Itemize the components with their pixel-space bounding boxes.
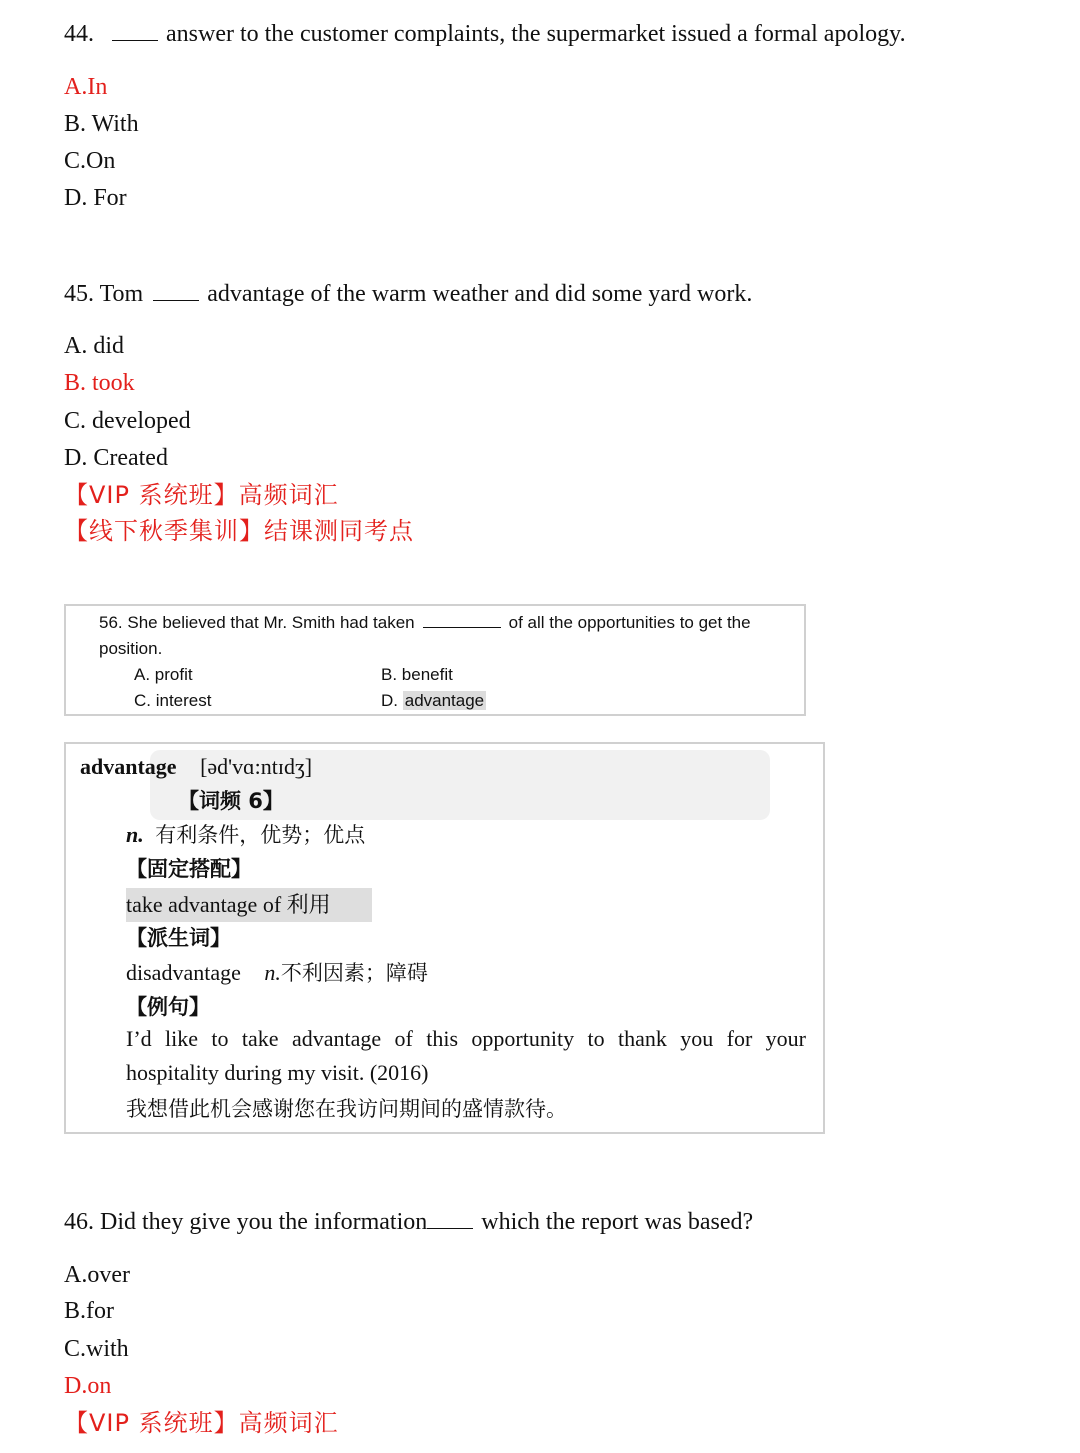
option-a: A.In	[64, 74, 108, 100]
question-number: 45. Tom	[64, 281, 144, 307]
question-text: advantage of the warm weather and did some yard work.	[207, 281, 753, 307]
dict-example-cn: 我想借此机会感谢您在我访问期间的盛情款待。	[126, 1097, 567, 1121]
promo-vip: 【VIP 系统班】高频词汇	[64, 481, 339, 509]
option-d: D. Created	[64, 445, 168, 471]
question-46	[64, 1207, 753, 1237]
exam-question-line-2: position.	[99, 639, 163, 658]
dict-headword: advantage	[80, 754, 177, 779]
exam-option-c: C. interest	[134, 691, 212, 710]
dictionary-entry-box	[64, 742, 825, 1134]
answer-blank	[153, 280, 199, 301]
question-text: answer to the customer complaints, the supermarket issued a formal apology.	[166, 21, 906, 47]
option-c: C.On	[64, 148, 116, 174]
option-a: A. did	[64, 333, 124, 359]
exam-blank	[423, 613, 501, 628]
dict-headword-line	[80, 752, 312, 782]
exam-question-text-b: of all the opportunities to get the	[508, 613, 751, 632]
promo-offline: 【线下秋季集训】结课测同考点	[64, 517, 414, 545]
question-text: which the report was based?	[481, 1209, 754, 1235]
option-c: C. developed	[64, 408, 191, 434]
dict-pos: n.	[126, 822, 144, 847]
question-45	[64, 279, 752, 309]
exam-option-d	[381, 690, 486, 712]
exam-question-text-a: 56. She believed that Mr. Smith had taken	[99, 613, 415, 632]
option-b: B. took	[64, 370, 135, 396]
dict-derivative-line	[126, 958, 428, 988]
option-d: D. For	[64, 185, 127, 211]
dict-collocation: take advantage of 利用	[126, 888, 372, 922]
option-c: C.with	[64, 1336, 129, 1362]
dict-meaning-line	[126, 820, 365, 850]
dict-derivative-title: 【派生词】	[126, 926, 231, 950]
exam-option-d-word: advantage	[404, 691, 485, 710]
dict-derivative-word: disadvantage	[126, 960, 241, 985]
dict-frequency: 【词频 6】	[178, 789, 284, 813]
question-number: 46. Did they give you the information	[64, 1209, 428, 1235]
option-d: D.on	[64, 1373, 112, 1399]
exam-option-d-prefix: D.	[381, 691, 398, 710]
exam-question-line	[99, 612, 751, 634]
option-a: A.over	[64, 1262, 130, 1288]
question-number: 44.	[64, 21, 94, 47]
dict-phonetic: [əd'vɑ:ntɪdʒ]	[200, 754, 313, 779]
dict-derivative-pos: n.	[264, 960, 281, 985]
dict-example-title: 【例句】	[126, 995, 210, 1019]
dict-collocation-title: 【固定搭配】	[126, 857, 252, 881]
exam-option-b: B. benefit	[381, 665, 453, 684]
exam-option-a: A. profit	[134, 665, 193, 684]
dict-derivative-meaning: 不利因素；障碍	[280, 961, 428, 985]
dict-meaning: 有利条件，优势；优点	[155, 823, 366, 847]
dict-example-en: I’d like to take advantage of this opportunity to thank you for your hospitality during my visit. (2016)	[126, 1026, 806, 1085]
dict-collocation-line	[126, 888, 372, 922]
exam-excerpt-box	[64, 604, 806, 716]
answer-blank	[427, 1208, 473, 1229]
question-44	[64, 19, 906, 49]
option-b: B.for	[64, 1298, 114, 1324]
option-b: B. With	[64, 111, 139, 137]
promo-vip-2: 【VIP 系统班】高频词汇	[64, 1409, 339, 1437]
answer-blank	[112, 20, 158, 41]
